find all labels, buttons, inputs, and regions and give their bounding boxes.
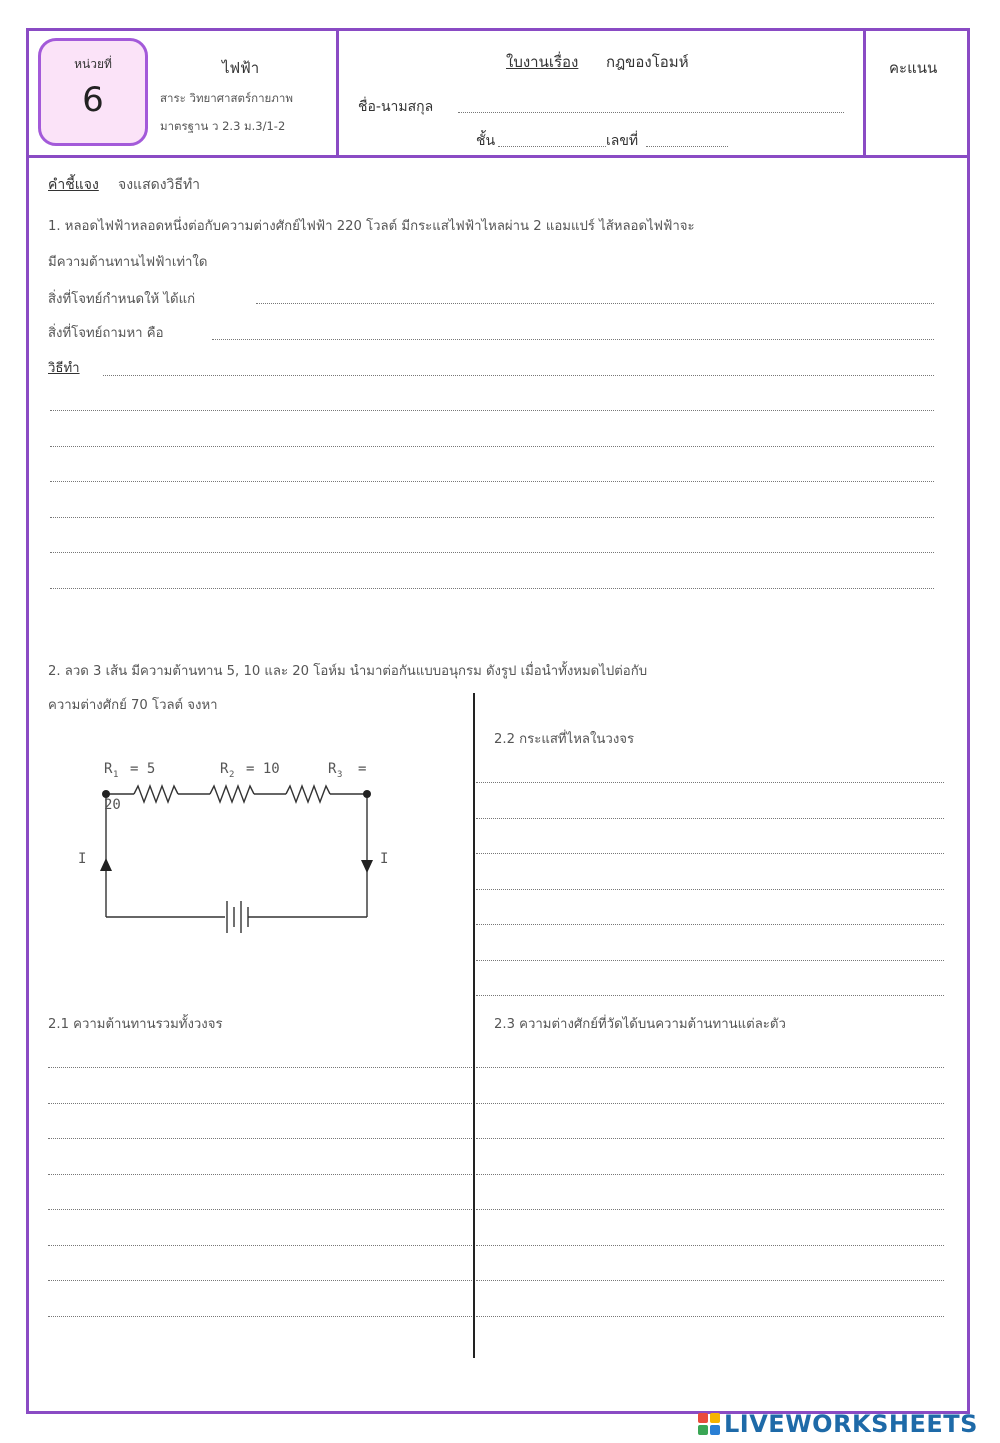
r2-subscript: 2 — [229, 770, 235, 780]
r1-value: = 5 — [130, 761, 156, 777]
q1-method-field[interactable] — [103, 375, 934, 376]
q2-3-answer-line[interactable] — [476, 1103, 944, 1104]
q2-2-answer-line[interactable] — [476, 853, 944, 854]
q1-answer-line[interactable] — [50, 552, 934, 553]
r3-label: R — [328, 761, 337, 777]
q1-method-label: วิธีทำ — [48, 361, 80, 376]
arrow-up-icon — [100, 858, 112, 871]
r1-subscript: 1 — [113, 770, 119, 780]
instructions-text: จงแสดงวิธีทำ — [118, 177, 201, 193]
q2-1-label: 2.1 ความต้านทานรวมทั้งวงจร — [48, 1017, 223, 1032]
q2-2-answer-line[interactable] — [476, 818, 944, 819]
q2-2-answer-line[interactable] — [476, 889, 944, 890]
q2-3-answer-line[interactable] — [476, 1138, 944, 1139]
name-field[interactable] — [458, 112, 844, 113]
unit-number: 6 — [82, 80, 104, 120]
q2-3-answer-line[interactable] — [476, 1280, 944, 1281]
q2-2-answer-line[interactable] — [476, 782, 944, 783]
class-field[interactable] — [498, 146, 606, 147]
q1-given-field[interactable] — [256, 303, 934, 304]
column-divider — [473, 693, 475, 1358]
q1-answer-line[interactable] — [50, 481, 934, 482]
instructions-label: คำชี้แจง — [48, 177, 99, 193]
resistor-r2-icon — [210, 786, 254, 802]
q1-answer-line[interactable] — [50, 517, 934, 518]
q2-1-answer-line[interactable] — [48, 1138, 472, 1139]
header-column-divider — [336, 28, 339, 156]
liveworksheets-logo-icon — [698, 1413, 720, 1435]
q1-answer-line[interactable] — [50, 410, 934, 411]
r3-value: = — [358, 761, 367, 777]
current-label-right: I — [380, 851, 389, 867]
q2-1-answer-line[interactable] — [48, 1067, 472, 1068]
q1-asked-field[interactable] — [212, 339, 934, 340]
q2-text-line2: ความต่างศักย์ 70 โวลต์ จงหา — [48, 698, 218, 713]
q1-text-line2: มีความต้านทานไฟฟ้าเท่าใด — [48, 255, 208, 270]
q2-1-answer-line[interactable] — [48, 1209, 472, 1210]
q1-answer-line[interactable] — [50, 446, 934, 447]
q2-1-answer-line[interactable] — [48, 1174, 472, 1175]
resistor-r1-icon — [134, 786, 178, 802]
q2-2-answer-line[interactable] — [476, 995, 944, 996]
number-label: เลขที่ — [606, 133, 639, 149]
q2-3-answer-line[interactable] — [476, 1174, 944, 1175]
q1-text-line1: 1. หลอดไฟฟ้าหลอดหนึ่งต่อกับความต่างศักย์ไฟฟ้า 220 โวลต์ มีกระแสไฟฟ้าไหลผ่าน 2 แอมแปร์ ไส้หลอดไฟฟ้าจะ — [48, 219, 695, 234]
q2-1-answer-line[interactable] — [48, 1316, 472, 1317]
q2-3-answer-line[interactable] — [476, 1316, 944, 1317]
q1-given-label: สิ่งที่โจทย์กำหนดให้ ได้แก่ — [48, 292, 196, 307]
unit-label: หน่วยที่ — [74, 57, 112, 71]
resistor-r3-icon — [286, 786, 330, 802]
q1-asked-label: สิ่งที่โจทย์ถามหา คือ — [48, 326, 164, 341]
worksheet-label: ใบงานเรื่อง — [506, 53, 579, 71]
r2-value: = 10 — [246, 761, 280, 777]
q1-answer-line[interactable] — [50, 588, 934, 589]
number-field[interactable] — [646, 146, 728, 147]
r3-value-continued: 20 — [104, 797, 121, 813]
header-divider — [26, 155, 970, 158]
subject-title: ไฟฟ้า — [222, 59, 260, 77]
q2-1-answer-line[interactable] — [48, 1103, 472, 1104]
unit-badge — [38, 38, 148, 146]
q2-2-answer-line[interactable] — [476, 924, 944, 925]
header-column-divider — [863, 28, 866, 156]
score-label: คะแนน — [889, 59, 938, 77]
q2-3-answer-line[interactable] — [476, 1209, 944, 1210]
q2-2-label: 2.2 กระแสที่ไหลในวงจร — [494, 732, 635, 747]
q2-text-line1: 2. ลวด 3 เส้น มีความต้านทาน 5, 10 และ 20 โอห์ม นำมาต่อกันแบบอนุกรม ดังรูป เมื่อนำทั้งหมดไปต่อกับ — [48, 664, 648, 679]
subject-standard: มาตรฐาน ว 2.3 ม.3/1-2 — [160, 119, 286, 133]
current-label-left: I — [78, 851, 87, 867]
subject-strand: สาระ วิทยาศาสตร์กายภาพ — [160, 91, 293, 105]
liveworksheets-logo[interactable]: LIVEWORKSHEETS — [724, 1410, 978, 1438]
q2-2-answer-line[interactable] — [476, 960, 944, 961]
q2-1-answer-line[interactable] — [48, 1245, 472, 1246]
arrow-down-icon — [361, 860, 373, 873]
r1-label: R — [104, 761, 113, 777]
class-label: ชั้น — [476, 133, 496, 149]
q2-3-answer-line[interactable] — [476, 1067, 944, 1068]
name-label: ชื่อ-นามสกุล — [358, 99, 434, 115]
r3-subscript: 3 — [337, 770, 343, 780]
q2-3-label: 2.3 ความต่างศักย์ที่วัดได้บนความต้านทานแต่ละตัว — [494, 1017, 786, 1032]
r2-label: R — [220, 761, 229, 777]
worksheet-topic: กฎของโอมห์ — [606, 53, 689, 71]
series-circuit-diagram — [70, 755, 400, 940]
q2-1-answer-line[interactable] — [48, 1280, 472, 1281]
q2-3-answer-line[interactable] — [476, 1245, 944, 1246]
